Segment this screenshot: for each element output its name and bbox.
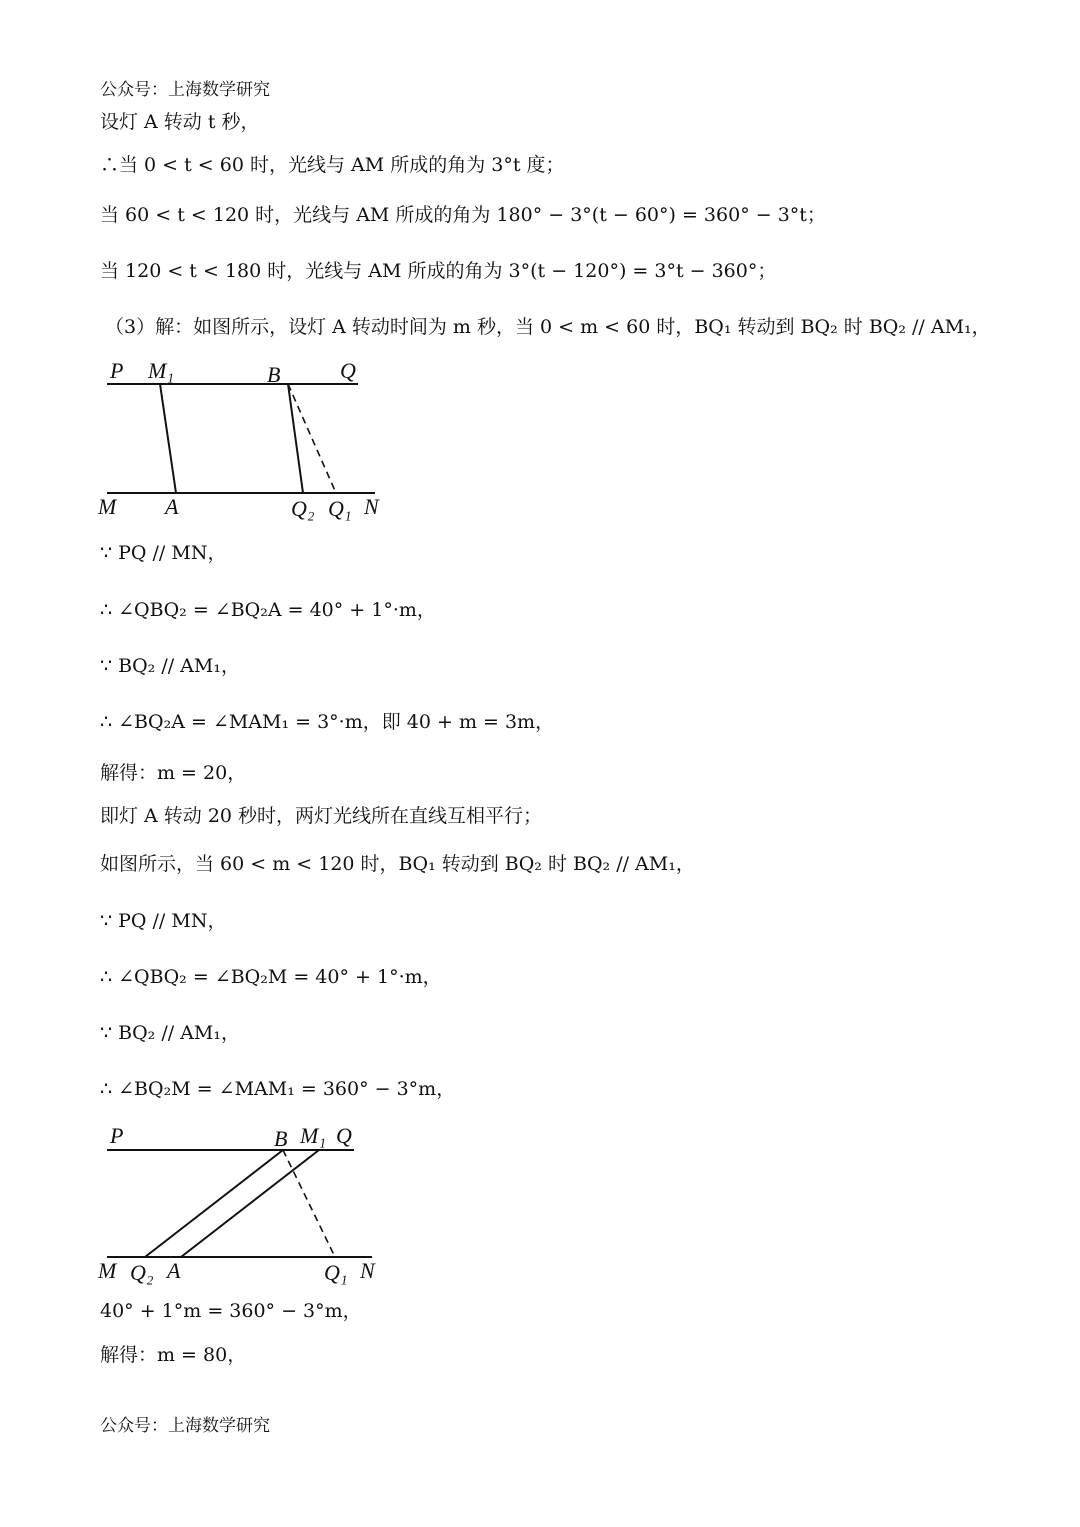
label-Q1: Q₁ xyxy=(324,1260,348,1285)
label-A: A xyxy=(167,1258,181,1283)
label-Q2: Q₂ xyxy=(291,496,315,521)
label-N: N xyxy=(360,1258,375,1283)
line-AM1 xyxy=(181,1150,319,1257)
label-Q: Q xyxy=(336,1123,352,1148)
figure-2-svg xyxy=(95,1120,395,1295)
text-line: 解得：m = 20， xyxy=(100,762,247,784)
text-line: ∴ ∠BQ₂A = ∠MAM₁ = 3°·m，即 40 + m = 3m， xyxy=(100,711,555,733)
label-B: B xyxy=(274,1126,288,1151)
text-line: 设灯 A 转动 t 秒， xyxy=(100,111,260,133)
label-P: P xyxy=(110,358,124,383)
text-line: （3）解：如图所示，设灯 A 转动时间为 m 秒，当 0 < m < 60 时，BQ₁ 转动到 BQ₂ 时 BQ₂ // AM₁， xyxy=(105,316,991,338)
label-M: M xyxy=(98,1258,117,1283)
text-line: ∵ BQ₂ // AM₁， xyxy=(100,655,240,677)
line-AM1 xyxy=(160,384,176,493)
page-footer: 公众号：上海数学研究 xyxy=(100,1416,270,1436)
text-line: ∴ ∠QBQ₂ = ∠BQ₂A = 40° + 1°·m， xyxy=(100,599,436,621)
text-line: ∴ ∠BQ₂M = ∠MAM₁ = 360° − 3°m， xyxy=(100,1078,456,1100)
text-line: 即灯 A 转动 20 秒时，两灯光线所在直线互相平行； xyxy=(100,805,543,827)
label-P: P xyxy=(110,1123,124,1148)
label-Q1: Q₁ xyxy=(328,496,352,521)
figure-1 xyxy=(95,355,395,534)
label-B: B xyxy=(267,362,281,387)
label-M1: M₁ xyxy=(300,1123,326,1148)
label-M: M xyxy=(98,494,117,519)
text-line: ∵ BQ₂ // AM₁， xyxy=(100,1022,240,1044)
page-header: 公众号：上海数学研究 xyxy=(100,80,270,100)
text-line: 当 120 < t < 180 时，光线与 AM 所成的角为 3°(t − 120°) = 3°t − 360°； xyxy=(100,260,777,282)
label-M1: M₁ xyxy=(148,358,174,383)
text-line: 40° + 1°m = 360° − 3°m， xyxy=(100,1300,362,1322)
text-line: 当 60 < t < 120 时，光线与 AM 所成的角为 180° − 3°(t − 60°) = 360° − 3°t； xyxy=(100,204,826,226)
label-Q: Q xyxy=(340,358,356,383)
label-A: A xyxy=(165,494,179,519)
line-BQ1-dashed xyxy=(283,1150,335,1257)
figure-2 xyxy=(95,1120,395,1299)
text-line: ∵ PQ // MN， xyxy=(100,910,227,932)
label-Q2: Q₂ xyxy=(130,1260,154,1285)
text-line: ∴ ∠QBQ₂ = ∠BQ₂M = 40° + 1°·m， xyxy=(100,966,442,988)
text-line: ∴当 0 < t < 60 时，光线与 AM 所成的角为 3°t 度； xyxy=(100,154,565,176)
text-line: 如图所示，当 60 < m < 120 时，BQ₁ 转动到 BQ₂ 时 BQ₂ // AM₁， xyxy=(100,853,695,875)
label-N: N xyxy=(364,494,379,519)
text-line: ∵ PQ // MN， xyxy=(100,542,227,564)
figure-1-svg xyxy=(95,355,395,530)
text-line: 解得：m = 80， xyxy=(100,1344,247,1366)
line-BQ2 xyxy=(145,1150,283,1257)
